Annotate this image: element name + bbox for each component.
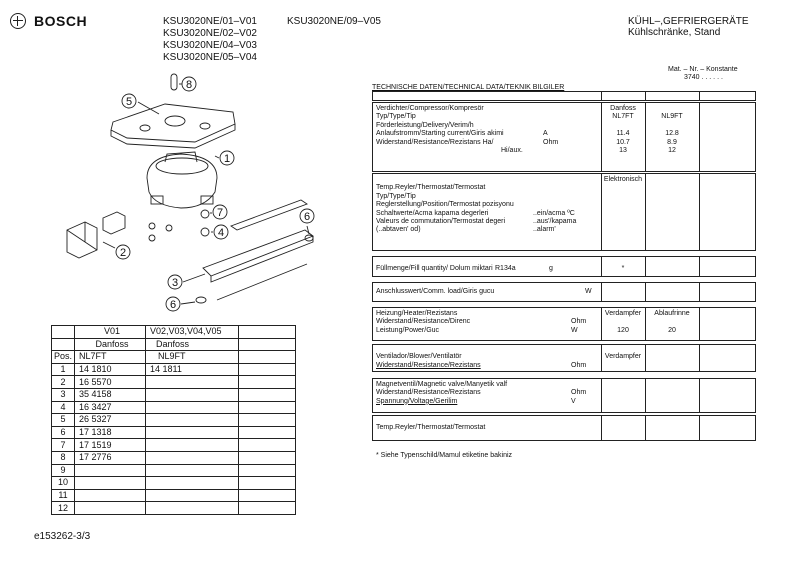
valve-row bbox=[373, 389, 755, 397]
model-list bbox=[163, 16, 257, 64]
parts-header-v01: V01 bbox=[75, 326, 146, 339]
callout-6-left: 6 bbox=[169, 299, 177, 311]
parts-row bbox=[52, 477, 296, 490]
model-3: KSU3020NE/04–V03 bbox=[163, 40, 257, 51]
part-7-grommet bbox=[201, 210, 209, 218]
fan-unit: Ohm bbox=[571, 361, 587, 369]
heater-value-v1: 120 bbox=[617, 326, 629, 334]
parts-header-mfr-v02: Danfoss bbox=[146, 338, 239, 351]
compressor-row bbox=[373, 139, 755, 147]
material-label: Mat. – Nr. – Konstante bbox=[668, 66, 738, 73]
category: KÜHL–,GEFRIERGERÄTE bbox=[628, 16, 749, 27]
parts-row bbox=[52, 439, 296, 452]
thermostat-label: Schaltwerte/Acma kapama degerleri bbox=[376, 209, 489, 217]
brand-name: BOSCH bbox=[34, 13, 88, 29]
compressor-label: Hi/aux. bbox=[501, 146, 523, 154]
part-4-clip bbox=[201, 228, 209, 236]
parts-cell-pos: 4 bbox=[52, 401, 75, 414]
tech-compressor bbox=[372, 102, 756, 172]
compressor-row bbox=[373, 147, 755, 155]
callout-5: 5 bbox=[125, 96, 133, 108]
part-1-compressor bbox=[147, 154, 217, 208]
heater-unit: W bbox=[571, 326, 578, 334]
compressor-value-v2: 12.8 bbox=[665, 130, 679, 138]
thermostat-label: (..abtaven' od) bbox=[376, 226, 421, 234]
subcategory: Kühlschränke, Stand bbox=[628, 27, 721, 38]
callout-6-right: 6 bbox=[303, 211, 311, 223]
parts-cell-v02 bbox=[146, 414, 239, 427]
heater-label: Heizung/Heater/Rezistans bbox=[376, 310, 458, 317]
compressor-row bbox=[373, 105, 755, 113]
compressor-row bbox=[373, 122, 755, 130]
parts-table-body bbox=[52, 363, 296, 514]
heater-row bbox=[373, 318, 755, 326]
callout-1: 1 bbox=[223, 153, 231, 165]
bosch-logo-icon bbox=[10, 13, 26, 29]
thermostat-unit: ..aus'/kapama bbox=[533, 217, 577, 225]
parts-header-v02: V02,V03,V04,V05 bbox=[146, 326, 239, 339]
valve-unit: Ohm bbox=[571, 389, 587, 397]
parts-table bbox=[51, 325, 296, 515]
parts-cell-v01: 17 1519 bbox=[75, 439, 146, 452]
parts-cell-v02 bbox=[146, 426, 239, 439]
part-6-bolt-left bbox=[196, 297, 206, 303]
thermostat-row bbox=[373, 218, 755, 226]
parts-row bbox=[52, 363, 296, 376]
compressor-unit: Ohm bbox=[543, 138, 559, 146]
parts-row bbox=[52, 489, 296, 502]
parts-cell-v01 bbox=[75, 489, 146, 502]
valve-label: Magnetventil/Magnetic valve/Manyetik valf bbox=[376, 381, 508, 388]
parts-row bbox=[52, 451, 296, 464]
parts-cell-v01: 17 2776 bbox=[75, 451, 146, 464]
callout-3: 3 bbox=[171, 277, 179, 289]
compressor-label: Anlaufstromm/Starting current/Giris akimi bbox=[376, 130, 504, 138]
compressor-label: Förderleistung/Delivery/Verim/h bbox=[376, 121, 474, 129]
compressor-value-v1: 10.7 bbox=[616, 138, 630, 146]
thermostat-row bbox=[373, 226, 755, 234]
parts-cell-v02 bbox=[146, 401, 239, 414]
compressor-value-v1: 11.4 bbox=[616, 130, 630, 138]
load-label: Anschlusswert/Comm. load/Giris gucu bbox=[376, 288, 495, 295]
fan-value-v1: Verdampfer bbox=[604, 353, 642, 361]
parts-cell-v02 bbox=[146, 388, 239, 401]
parts-cell-v01 bbox=[75, 477, 146, 490]
parts-row bbox=[52, 414, 296, 427]
parts-cell-v01: 35 4158 bbox=[75, 388, 146, 401]
parts-cell-v02 bbox=[146, 451, 239, 464]
parts-cell-v02 bbox=[146, 376, 239, 389]
parts-cell-v02 bbox=[146, 477, 239, 490]
document-id: e153262-3/3 bbox=[34, 531, 91, 542]
model-2: KSU3020NE/02–V02 bbox=[163, 28, 257, 39]
thermostat-label: Temp.Reyler/Thermostat/Termostat bbox=[376, 184, 486, 192]
compressor-value-v2: NL9FT bbox=[661, 113, 683, 121]
part-8-pin bbox=[171, 74, 177, 90]
tech-fill-quantity bbox=[372, 256, 756, 277]
material-number bbox=[668, 66, 788, 82]
thermostat-unit: ..alarm' bbox=[533, 226, 556, 234]
parts-cell-pos: 10 bbox=[52, 477, 75, 490]
parts-cell-v02: 14 1811 bbox=[146, 363, 239, 376]
footnote: * Siehe Typenschild/Mamul etiketine bakiniz bbox=[376, 452, 513, 459]
compressor-row bbox=[373, 113, 755, 121]
thermostat2-label: Temp.Reyler/Thermostat/Termostat bbox=[376, 424, 486, 431]
heater-value-v1: Verdampfer bbox=[604, 310, 642, 317]
compressor-label: Verdichter/Compressor/Kompresör bbox=[376, 105, 484, 112]
heater-label: Leistung/Power/Guc bbox=[376, 326, 440, 334]
thermostat-row bbox=[373, 193, 755, 201]
parts-cell-v01: 16 3427 bbox=[75, 401, 146, 414]
material-value: 3740 . . . . . . bbox=[684, 74, 723, 81]
tech-thermostat bbox=[372, 173, 756, 251]
valve-row bbox=[373, 381, 755, 389]
parts-cell-v02 bbox=[146, 439, 239, 452]
parts-cell-pos: 3 bbox=[52, 388, 75, 401]
parts-row bbox=[52, 376, 296, 389]
parts-cell-pos: 7 bbox=[52, 439, 75, 452]
fan-label: Widerstand/Resistance/Rezistans bbox=[376, 361, 481, 369]
parts-cell-v02 bbox=[146, 489, 239, 502]
heater-row bbox=[373, 310, 755, 318]
model-4: KSU3020NE/05–V04 bbox=[163, 52, 257, 63]
compressor-value-v1: Danfoss bbox=[610, 105, 636, 112]
parts-cell-v01 bbox=[75, 502, 146, 515]
fan-row bbox=[373, 362, 755, 370]
callout-4: 4 bbox=[217, 227, 225, 239]
tech-fan bbox=[372, 344, 756, 372]
parts-header-pos-1 bbox=[52, 326, 75, 339]
parts-cell-pos: 1 bbox=[52, 363, 75, 376]
thermostat-label: Valeurs de commutation/Termostat degeri bbox=[376, 217, 506, 225]
compressor-value-v1: 13 bbox=[619, 146, 627, 154]
tech-thermostat-2 bbox=[372, 415, 756, 441]
fill-unit: g bbox=[549, 265, 553, 272]
compressor-unit: A bbox=[543, 130, 548, 138]
valve-unit: V bbox=[571, 397, 576, 405]
parts-header-pos: Pos. bbox=[52, 351, 75, 364]
callout-7: 7 bbox=[216, 207, 224, 219]
compressor-value-v2: 8.9 bbox=[667, 138, 677, 146]
tech-load bbox=[372, 282, 756, 302]
fan-row bbox=[373, 353, 755, 361]
parts-row bbox=[52, 464, 296, 477]
parts-row bbox=[52, 388, 296, 401]
parts-cell-pos: 11 bbox=[52, 489, 75, 502]
tech-title-text: TECHNISCHE DATEN/TECHNICAL DATA/TEKNIK BILGILER bbox=[372, 84, 565, 91]
part-5-base-plate bbox=[111, 104, 235, 142]
model-5: KSU3020NE/09–V05 bbox=[287, 16, 381, 27]
parts-header-mfr-v01: Danfoss bbox=[75, 338, 146, 351]
heater-unit: Ohm bbox=[571, 318, 587, 326]
thermostat-row bbox=[373, 201, 755, 209]
parts-cell-v02 bbox=[146, 502, 239, 515]
tech-heater bbox=[372, 307, 756, 341]
thermostat-row bbox=[373, 210, 755, 218]
parts-header-pos-2 bbox=[52, 338, 75, 351]
thermostat-row bbox=[373, 176, 755, 184]
parts-header-type-v01: NL7FT bbox=[75, 351, 146, 364]
compressor-value-v2: 12 bbox=[668, 146, 676, 154]
thermostat-label: Reglerstellung/Position/Termostat pozisyonu bbox=[376, 201, 514, 209]
callout-8: 8 bbox=[185, 79, 193, 91]
valve-label: Widerstand/Resistance/Rezistans bbox=[376, 389, 481, 397]
parts-cell-v01: 26 5327 bbox=[75, 414, 146, 427]
fill-label: Füllmenge/Fill quantity/ Dolum miktari bbox=[376, 265, 493, 272]
load-unit: W bbox=[585, 288, 592, 295]
parts-row bbox=[52, 426, 296, 439]
parts-cell-pos: 12 bbox=[52, 502, 75, 515]
parts-cell-v02 bbox=[146, 464, 239, 477]
parts-cell-v01: 17 1318 bbox=[75, 426, 146, 439]
model-1: KSU3020NE/01–V01 bbox=[163, 16, 257, 27]
heater-value-v2: 20 bbox=[668, 326, 676, 334]
parts-cell-v01: 16 5570 bbox=[75, 376, 146, 389]
parts-cell-pos: 6 bbox=[52, 426, 75, 439]
parts-cell-v01: 14 1810 bbox=[75, 363, 146, 376]
fill-refrigerant: R134a bbox=[495, 265, 516, 272]
compressor-value-v1: NL7FT bbox=[612, 113, 634, 121]
thermostat-unit: ..ein/acma ºC bbox=[533, 209, 575, 217]
compressor-row bbox=[373, 130, 755, 138]
parts-row bbox=[52, 502, 296, 515]
valve-label: Spannung/Voltage/Gerilim bbox=[376, 397, 458, 405]
tech-title-bar bbox=[372, 91, 756, 101]
parts-cell-v01 bbox=[75, 464, 146, 477]
heater-row bbox=[373, 327, 755, 335]
heater-label: Widerstand/Resistance/Direnc bbox=[376, 318, 471, 326]
parts-header-type-v02: NL9FT bbox=[146, 351, 239, 364]
thermostat-label: Typ/Type/Tip bbox=[376, 192, 416, 200]
tech-title bbox=[372, 84, 756, 91]
exploded-diagram bbox=[55, 70, 325, 320]
parts-cell-pos: 8 bbox=[52, 451, 75, 464]
brand-logo bbox=[10, 13, 87, 29]
callout-2: 2 bbox=[119, 247, 127, 259]
compressor-label: Typ/Type/Tip bbox=[376, 113, 416, 121]
fan-label: Ventilador/Blower/Ventilatör bbox=[376, 353, 462, 361]
heater-value-v2: Ablaufrinne bbox=[654, 310, 690, 317]
fill-value: * bbox=[621, 265, 625, 272]
compressor-label: Widerstand/Resistance/Rezistans Ha/ bbox=[376, 138, 494, 146]
parts-row bbox=[52, 401, 296, 414]
thermostat-row bbox=[373, 184, 755, 192]
parts-cell-pos: 9 bbox=[52, 464, 75, 477]
valve-row bbox=[373, 398, 755, 406]
tech-valve bbox=[372, 378, 756, 413]
fan-row bbox=[373, 345, 755, 353]
parts-cell-pos: 5 bbox=[52, 414, 75, 427]
thermostat-value-v1: Elektronisch bbox=[603, 176, 643, 183]
category-heading bbox=[628, 16, 749, 38]
parts-cell-pos: 2 bbox=[52, 376, 75, 389]
